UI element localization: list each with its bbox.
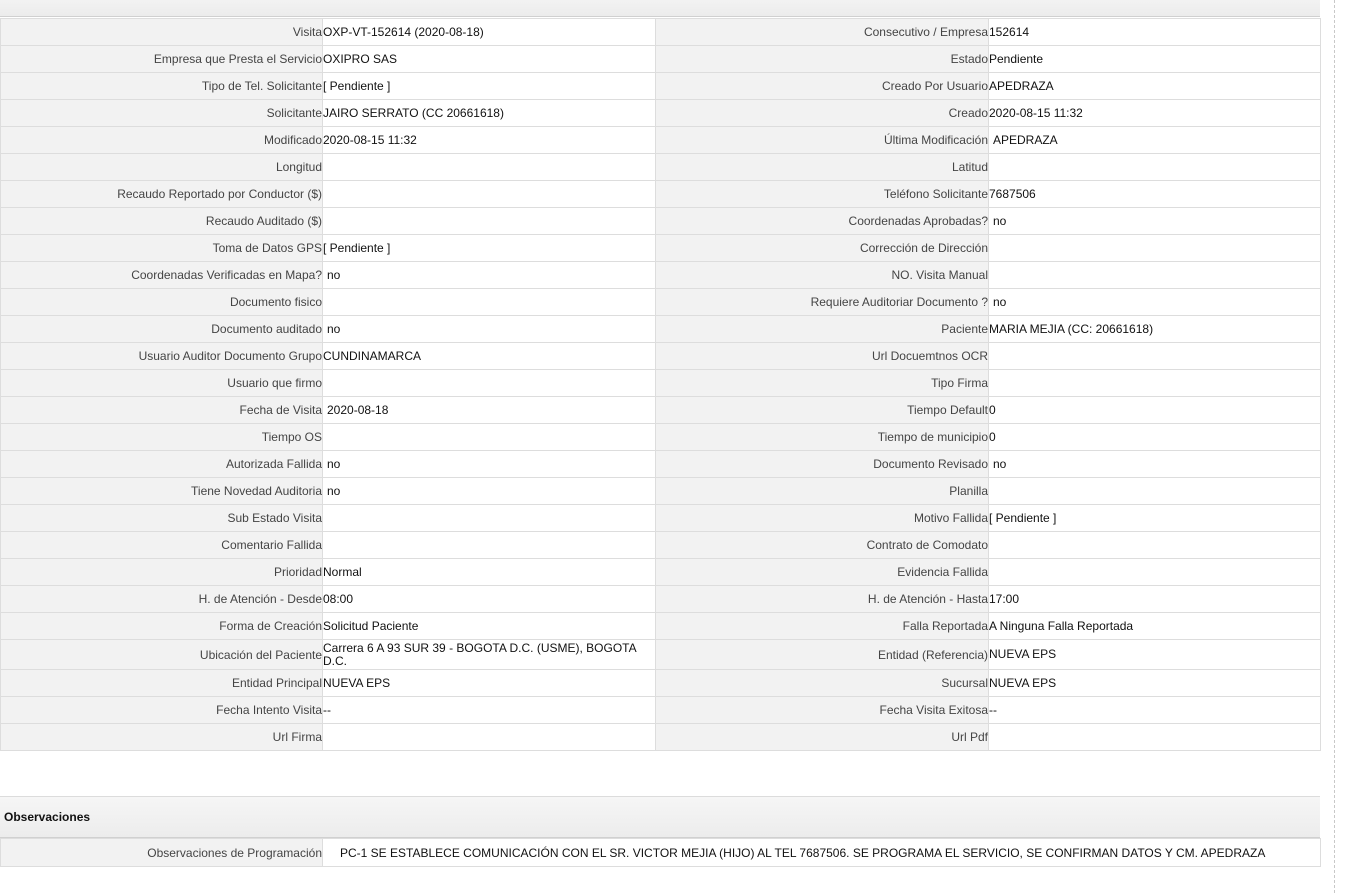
field-value bbox=[989, 19, 1321, 46]
field-label: Toma de Datos GPS bbox=[1, 235, 323, 262]
observaciones-table bbox=[0, 838, 1321, 867]
field-value-text: [ Pendiente ] bbox=[323, 78, 391, 93]
field-label: Tiempo OS bbox=[1, 424, 323, 451]
field-value bbox=[989, 316, 1321, 343]
field-value-text: -- bbox=[989, 702, 997, 717]
page-edge-divider bbox=[1334, 0, 1335, 893]
field-value-text: NUEVA EPS bbox=[989, 647, 1057, 661]
observaciones-panel bbox=[0, 796, 1320, 860]
field-value bbox=[989, 100, 1321, 127]
field-label: Documento fisico bbox=[1, 289, 323, 316]
field-value bbox=[989, 478, 1321, 505]
field-value-text: A Ninguna Falla Reportada bbox=[989, 618, 1134, 633]
field-value bbox=[323, 613, 656, 640]
field-value-text: no bbox=[993, 456, 1007, 471]
field-value: PC-1 SE ESTABLECE COMUNICACIÓN CON EL SR. VICTOR MEJIA (HIJO) AL TEL 7687506. SE PROGRAMA EL SERVICIO, SE CONFIRMAN DATOS Y CM. APEDRAZA bbox=[323, 839, 1321, 867]
visit-details-table bbox=[0, 18, 1321, 751]
table-row bbox=[1, 640, 1321, 670]
field-value bbox=[323, 316, 656, 343]
field-value bbox=[323, 640, 656, 670]
field-value bbox=[989, 670, 1321, 697]
field-value-text: no bbox=[327, 483, 341, 498]
field-label: Forma de Creación bbox=[1, 613, 323, 640]
field-value bbox=[989, 613, 1321, 640]
table-row bbox=[1, 289, 1321, 316]
field-label: Latitud bbox=[656, 154, 989, 181]
field-value bbox=[989, 451, 1321, 478]
field-label: Coordenadas Aprobadas? bbox=[656, 208, 989, 235]
field-value bbox=[989, 208, 1321, 235]
field-value-text: Carrera 6 A 93 SUR 39 - BOGOTA D.C. (USME), BOGOTA D.C. bbox=[323, 640, 636, 668]
table-row bbox=[1, 370, 1321, 397]
table-row bbox=[1, 505, 1321, 532]
field-value bbox=[323, 289, 656, 316]
field-label: Recaudo Reportado por Conductor ($) bbox=[1, 181, 323, 208]
field-label: Url Firma bbox=[1, 724, 323, 751]
field-value bbox=[323, 46, 656, 73]
field-value bbox=[989, 724, 1321, 751]
field-label: Falla Reportada bbox=[656, 613, 989, 640]
field-label: Observaciones de Programación bbox=[1, 839, 323, 867]
field-value-text: OXP-VT-152614 (2020-08-18) bbox=[323, 24, 484, 39]
field-label: Recaudo Auditado ($) bbox=[1, 208, 323, 235]
field-value-text: no bbox=[327, 267, 341, 282]
field-value-text: OXIPRO SAS bbox=[323, 51, 398, 66]
field-label: Autorizada Fallida bbox=[1, 451, 323, 478]
field-label: Url Pdf bbox=[656, 724, 989, 751]
field-value bbox=[989, 235, 1321, 262]
field-label: Evidencia Fallida bbox=[656, 559, 989, 586]
field-value bbox=[323, 670, 656, 697]
field-value bbox=[989, 154, 1321, 181]
table-row bbox=[1, 559, 1321, 586]
field-value bbox=[323, 235, 656, 262]
field-label: Tiempo Default bbox=[656, 397, 989, 424]
field-label: Creado bbox=[656, 100, 989, 127]
field-label: Usuario que firmo bbox=[1, 370, 323, 397]
field-value bbox=[989, 370, 1321, 397]
section-title bbox=[0, 0, 1320, 17]
field-value-text: 17:00 bbox=[989, 591, 1020, 606]
field-value-text: Normal bbox=[323, 564, 362, 579]
table-row bbox=[1, 46, 1321, 73]
field-label: Consecutivo / Empresa bbox=[656, 19, 989, 46]
field-label: Requiere Auditoriar Documento ? bbox=[656, 289, 989, 316]
field-label: Fecha de Visita bbox=[1, 397, 323, 424]
field-value-text: MARIA MEJIA (CC: 20661618) bbox=[989, 321, 1154, 336]
field-value bbox=[323, 181, 656, 208]
observaciones-title: Observaciones bbox=[0, 796, 1320, 838]
field-value-text: NUEVA EPS bbox=[323, 675, 391, 690]
field-value bbox=[323, 343, 656, 370]
table-row bbox=[1, 478, 1321, 505]
field-label: Documento auditado bbox=[1, 316, 323, 343]
field-label: Coordenadas Verificadas en Mapa? bbox=[1, 262, 323, 289]
field-label: Planilla bbox=[656, 478, 989, 505]
field-value-text: Solicitud Paciente bbox=[323, 618, 419, 633]
field-value bbox=[989, 343, 1321, 370]
table-row bbox=[1, 100, 1321, 127]
field-value-text: no bbox=[993, 213, 1007, 228]
field-label: Empresa que Presta el Servicio bbox=[1, 46, 323, 73]
field-value bbox=[989, 127, 1321, 154]
field-label: Prioridad bbox=[1, 559, 323, 586]
field-label: Tiene Novedad Auditoria bbox=[1, 478, 323, 505]
table-row bbox=[1, 697, 1321, 724]
table-row bbox=[1, 19, 1321, 46]
field-value bbox=[989, 559, 1321, 586]
field-value-text: [ Pendiente ] bbox=[989, 510, 1057, 525]
field-value bbox=[323, 724, 656, 751]
field-value-text: no bbox=[327, 321, 341, 336]
field-label: Tipo de Tel. Solicitante bbox=[1, 73, 323, 100]
field-value bbox=[323, 559, 656, 586]
field-value bbox=[989, 532, 1321, 559]
field-value-text: Pendiente bbox=[989, 51, 1044, 66]
field-label: Contrato de Comodato bbox=[656, 532, 989, 559]
field-value bbox=[989, 73, 1321, 100]
field-value bbox=[323, 505, 656, 532]
table-row bbox=[1, 613, 1321, 640]
field-label: Última Modificación bbox=[656, 127, 989, 154]
field-label: Longitud bbox=[1, 154, 323, 181]
field-value bbox=[323, 451, 656, 478]
field-value bbox=[989, 46, 1321, 73]
field-label: Estado bbox=[656, 46, 989, 73]
table-row bbox=[1, 724, 1321, 751]
table-row bbox=[1, 181, 1321, 208]
field-label: Creado Por Usuario bbox=[656, 73, 989, 100]
table-row bbox=[1, 208, 1321, 235]
table-row bbox=[1, 424, 1321, 451]
field-value bbox=[323, 73, 656, 100]
field-value-text: [ Pendiente ] bbox=[323, 240, 391, 255]
field-value bbox=[323, 697, 656, 724]
table-row bbox=[1, 316, 1321, 343]
field-value bbox=[989, 424, 1321, 451]
field-value-text: no bbox=[327, 456, 341, 471]
field-value bbox=[323, 208, 656, 235]
field-value-text: NUEVA EPS bbox=[989, 675, 1057, 690]
table-row bbox=[1, 670, 1321, 697]
field-value bbox=[323, 19, 656, 46]
field-label: H. de Atención - Hasta bbox=[656, 586, 989, 613]
field-label: Tiempo de municipio bbox=[656, 424, 989, 451]
field-value-text: 2020-08-15 11:32 bbox=[323, 132, 417, 147]
field-label: Fecha Intento Visita bbox=[1, 697, 323, 724]
field-value-text: JAIRO SERRATO (CC 20661618) bbox=[323, 105, 504, 120]
field-label: Url Docuemtnos OCR bbox=[656, 343, 989, 370]
field-value bbox=[989, 181, 1321, 208]
field-label: H. de Atención - Desde bbox=[1, 586, 323, 613]
field-value bbox=[323, 397, 656, 424]
field-label: Documento Revisado bbox=[656, 451, 989, 478]
table-row bbox=[1, 839, 1321, 867]
table-row bbox=[1, 73, 1321, 100]
field-value bbox=[989, 262, 1321, 289]
field-value-text: APEDRAZA bbox=[993, 132, 1058, 147]
field-label: Motivo Fallida bbox=[656, 505, 989, 532]
table-row bbox=[1, 154, 1321, 181]
field-value bbox=[989, 397, 1321, 424]
field-label: Entidad (Referencia) bbox=[656, 640, 989, 670]
field-label: Corrección de Dirección bbox=[656, 235, 989, 262]
field-value-text: 2020-08-18 bbox=[327, 402, 389, 417]
field-label: Solicitante bbox=[1, 100, 323, 127]
table-row bbox=[1, 343, 1321, 370]
field-value bbox=[989, 289, 1321, 316]
field-label: Teléfono Solicitante bbox=[656, 181, 989, 208]
table-row bbox=[1, 451, 1321, 478]
field-value-text: 7687506 bbox=[989, 186, 1036, 201]
field-label: Modificado bbox=[1, 127, 323, 154]
field-label: Paciente bbox=[656, 316, 989, 343]
field-label: Comentario Fallida bbox=[1, 532, 323, 559]
field-label: Usuario Auditor Documento Grupo bbox=[1, 343, 323, 370]
field-label: Sub Estado Visita bbox=[1, 505, 323, 532]
table-row bbox=[1, 586, 1321, 613]
field-value-text: -- bbox=[323, 702, 331, 717]
table-row bbox=[1, 262, 1321, 289]
field-value bbox=[323, 154, 656, 181]
field-label: Sucursal bbox=[656, 670, 989, 697]
field-label: Visita bbox=[1, 19, 323, 46]
field-value bbox=[323, 478, 656, 505]
field-value bbox=[989, 640, 1321, 670]
field-value bbox=[323, 370, 656, 397]
field-label: Tipo Firma bbox=[656, 370, 989, 397]
field-value bbox=[323, 424, 656, 451]
field-value-text: 08:00 bbox=[323, 591, 354, 606]
table-row bbox=[1, 235, 1321, 262]
field-value-text: no bbox=[993, 294, 1007, 309]
field-value bbox=[323, 262, 656, 289]
field-value bbox=[989, 505, 1321, 532]
field-value-text: APEDRAZA bbox=[989, 78, 1054, 93]
field-value bbox=[323, 586, 656, 613]
field-value bbox=[989, 586, 1321, 613]
field-label: Fecha Visita Exitosa bbox=[656, 697, 989, 724]
field-value bbox=[989, 697, 1321, 724]
field-label: NO. Visita Manual bbox=[656, 262, 989, 289]
table-row bbox=[1, 532, 1321, 559]
field-label: Entidad Principal bbox=[1, 670, 323, 697]
field-value-text: 0 bbox=[989, 429, 996, 444]
field-value bbox=[323, 100, 656, 127]
field-value-text: 0 bbox=[989, 402, 996, 417]
field-label: Ubicación del Paciente bbox=[1, 640, 323, 670]
field-value-text: 152614 bbox=[989, 24, 1030, 39]
table-row bbox=[1, 127, 1321, 154]
field-value bbox=[323, 532, 656, 559]
table-row bbox=[1, 397, 1321, 424]
field-value-text: CUNDINAMARCA bbox=[323, 348, 422, 363]
field-value bbox=[323, 127, 656, 154]
field-value-text: 2020-08-15 11:32 bbox=[989, 105, 1083, 120]
